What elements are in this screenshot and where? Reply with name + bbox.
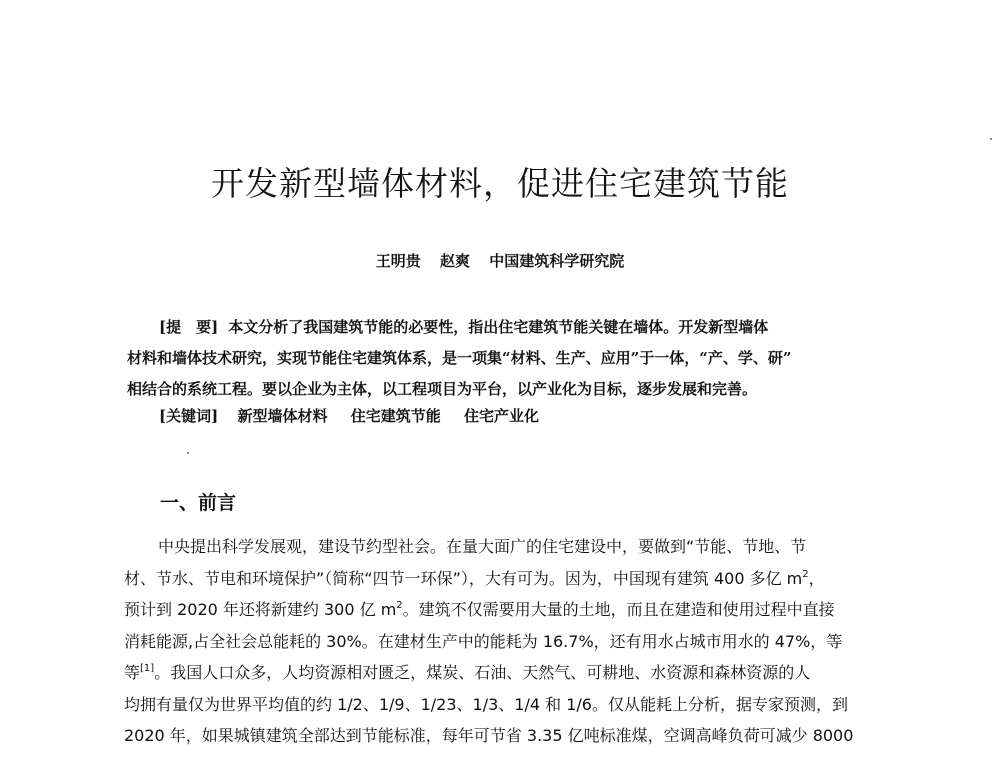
superscript: 2	[396, 600, 403, 611]
body-text-segment: 材、节水、节电和环境保护”（简称“四节一环保”），大有可为。因为，中国现有建筑 400 多亿 m	[124, 568, 803, 588]
body-text-segment: 。建筑不仅需要用大量的土地，而且在建造和使用过程中直接	[402, 600, 835, 619]
body-line-5	[124, 657, 894, 689]
author-line	[0, 250, 1000, 271]
superscript: 2	[802, 568, 809, 580]
abstract-label: [提 要]	[159, 318, 219, 336]
abstract-block	[127, 312, 897, 405]
scan-speck	[187, 452, 189, 454]
citation-ref: [1]	[140, 663, 155, 674]
scan-speck	[990, 138, 992, 140]
section-heading: 一、前言	[160, 492, 237, 514]
abstract-line-2: 材料和墙体技术研究，实现节能住宅建筑体系，是一项集“材料、生产、应用”于一体，“产、学、研”	[127, 349, 792, 367]
body-line-4: 消耗能源,占全社会总能耗的 30%。在建材生产中的能耗为 16.7%，还有用水占城市用水的 47%，等	[124, 631, 843, 651]
body-text-segment: 。我国人口众多，人均资源相对匮乏，煤炭、石油、天然气、可耕地、水资源和森林资源的人	[154, 663, 811, 682]
section-body	[124, 531, 894, 752]
body-line-7: 2020 年，如果城镇建筑全部达到节能标准，每年可节省 3.35 亿吨标准煤，空调高峰负荷可减少 8000	[124, 726, 854, 745]
abstract-line-3: 相结合的系统工程。要以企业为主体，以工程项目为平台，以产业化为目标，逐步发展和完善。	[127, 380, 758, 398]
author-name-2: 赵爽	[439, 252, 470, 270]
body-line-6: 均拥有量仅为世界平均值的约 1/2、1/9、1/23、1/3、1/4 和 1/6。仅从能耗上分析，据专家预测，到	[124, 694, 848, 714]
abstract-text-1: 本文分析了我国建筑节能的必要性，指出住宅建筑节能关键在墙体。开发新型墙体	[228, 318, 769, 336]
author-name-1: 王明贵	[375, 252, 421, 270]
keywords-line	[159, 405, 557, 426]
paper-title: 开发新型墙体材料，促进住宅建筑节能	[211, 164, 789, 203]
body-line-2	[124, 563, 894, 595]
body-text-segment: 预计到 2020 年还将新建约 300 亿 m	[124, 600, 397, 619]
keywords-label: [关键词]	[159, 407, 219, 425]
body-line-3	[124, 594, 894, 626]
author-affiliation: 中国建筑科学研究院	[489, 252, 625, 270]
keyword-item: 新型墙体材料	[237, 407, 328, 425]
keyword-item: 住宅产业化	[463, 407, 539, 425]
keyword-item: 住宅建筑节能	[350, 407, 441, 425]
body-line-1: 中央提出科学发展观，建设节约型社会。在量大面广的住宅建设中，要做到“节能、节地、节	[158, 537, 807, 556]
body-text-segment: ，	[808, 568, 825, 588]
abstract-line-1	[127, 312, 897, 343]
body-text-segment: 等	[124, 663, 141, 682]
